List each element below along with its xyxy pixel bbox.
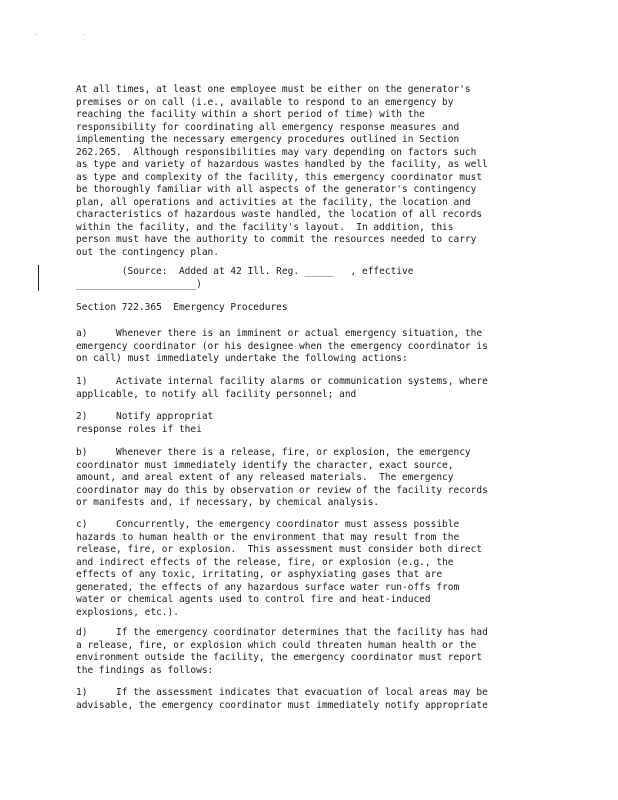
text-line: on call) must immediately undertake the following actions: [76, 353, 408, 364]
subsection-a-2 [76, 411, 546, 436]
text-line: premises or on call (i.e., available to respond to an emergency by [76, 96, 454, 108]
text-line: amount, and areal extent of any released materials. The emergency [76, 472, 454, 483]
text-line: effects of any toxic, irritating, or asphyxiating gases that are [76, 569, 443, 580]
text-line: generated, the effects of any hazardous surface water run-offs from [76, 581, 460, 593]
text-line: advisable, the emergency coordinator must immediately notify appropriate [76, 699, 488, 711]
subsection-d-1 [76, 687, 546, 712]
scan-specks: . . [34, 30, 105, 37]
subsection-a [76, 328, 546, 366]
revision-margin-bar [38, 265, 39, 291]
text-line: coordinator may do this by observation or review of the facility records [76, 484, 488, 496]
text-line: applicable, to notify all facility personnel; and [76, 388, 357, 400]
text-line: environment outside the facility, the emergency coordinator must report [76, 652, 483, 663]
subsection-c [76, 519, 546, 619]
text-line: d) If the emergency coordinator determines that the facility has had [76, 627, 488, 638]
text-line: as type and complexity of the facility, this emergency coordinator must [76, 171, 483, 183]
text-line: or manifests and, if necessary, by chemical analysis. [76, 497, 380, 508]
text-line: emergency coordinator (or his designee when the emergency coordinator is [76, 340, 488, 352]
text-line: implementing the necessary emergency procedures outlined in Section [76, 134, 460, 145]
section-heading [76, 302, 546, 315]
text-line: _____________________) [76, 278, 202, 290]
text-line: water or chemical agents used to control fire and heat-induced [76, 594, 431, 605]
text-line: within the facility, and the facility's layout. In addition, this [76, 221, 454, 233]
text-line: 2) Notify appropriat [76, 411, 214, 422]
text-line: reaching the facility within a short period of time) with the [76, 109, 425, 120]
text-line: c) Concurrently, the emergency coordinator must assess possible [76, 519, 460, 530]
text-line: explosions, etc.). [76, 606, 179, 618]
text-line: be thoroughly familiar with all aspects of the generator's contingency [76, 184, 477, 195]
paragraph-emergency-coordinator [76, 84, 546, 259]
text-line: 1) Activate internal facility alarms or communication systems, where [76, 376, 488, 387]
text-line: the findings as follows: [76, 664, 214, 676]
text-line: characteristics of hazardous waste handled, the location of all records [76, 209, 483, 220]
text-line: Section 722.365 Emergency Procedures [76, 302, 288, 313]
subsection-a-1 [76, 376, 546, 401]
text-line: person must have the authority to commit the resources needed to carry [76, 234, 477, 245]
source-note [76, 266, 546, 291]
text-line: out the contingency plan. [76, 246, 219, 258]
text-line: as type and variety of hazardous wastes handled by the facility, as well [76, 159, 488, 170]
text-line: a release, fire, or explosion which could threaten human health or the [76, 639, 477, 651]
text-line: response roles if thei [76, 423, 202, 435]
subsection-d [76, 627, 546, 677]
text-line: (Source: Added at 42 Ill. Reg. _____ , effective [76, 266, 414, 277]
text-line: responsibility for coordinating all emergency response measures and [76, 121, 460, 133]
text-line: 1) If the assessment indicates that evacuation of local areas may be [76, 687, 488, 698]
text-line: coordinator must immediately identify the character, exact source, [76, 459, 454, 471]
text-line: plan, all operations and activities at the facility, the location and [76, 196, 471, 208]
text-line: b) Whenever there is a release, fire, or explosion, the emergency [76, 447, 471, 458]
text-line: hazards to human health or the environment that may result from the [76, 531, 460, 543]
text-line: release, fire, or explosion. This assessment must consider both direct [76, 544, 483, 555]
text-line: 262.265. Although responsibilities may vary depending on factors such [76, 146, 477, 158]
subsection-b [76, 447, 546, 510]
text-line: a) Whenever there is an imminent or actual emergency situation, the [76, 328, 483, 339]
text-line: At all times, at least one employee must be either on the generator's [76, 84, 471, 95]
text-line: and indirect effects of the release, fire, or explosion (e.g., the [76, 556, 454, 568]
